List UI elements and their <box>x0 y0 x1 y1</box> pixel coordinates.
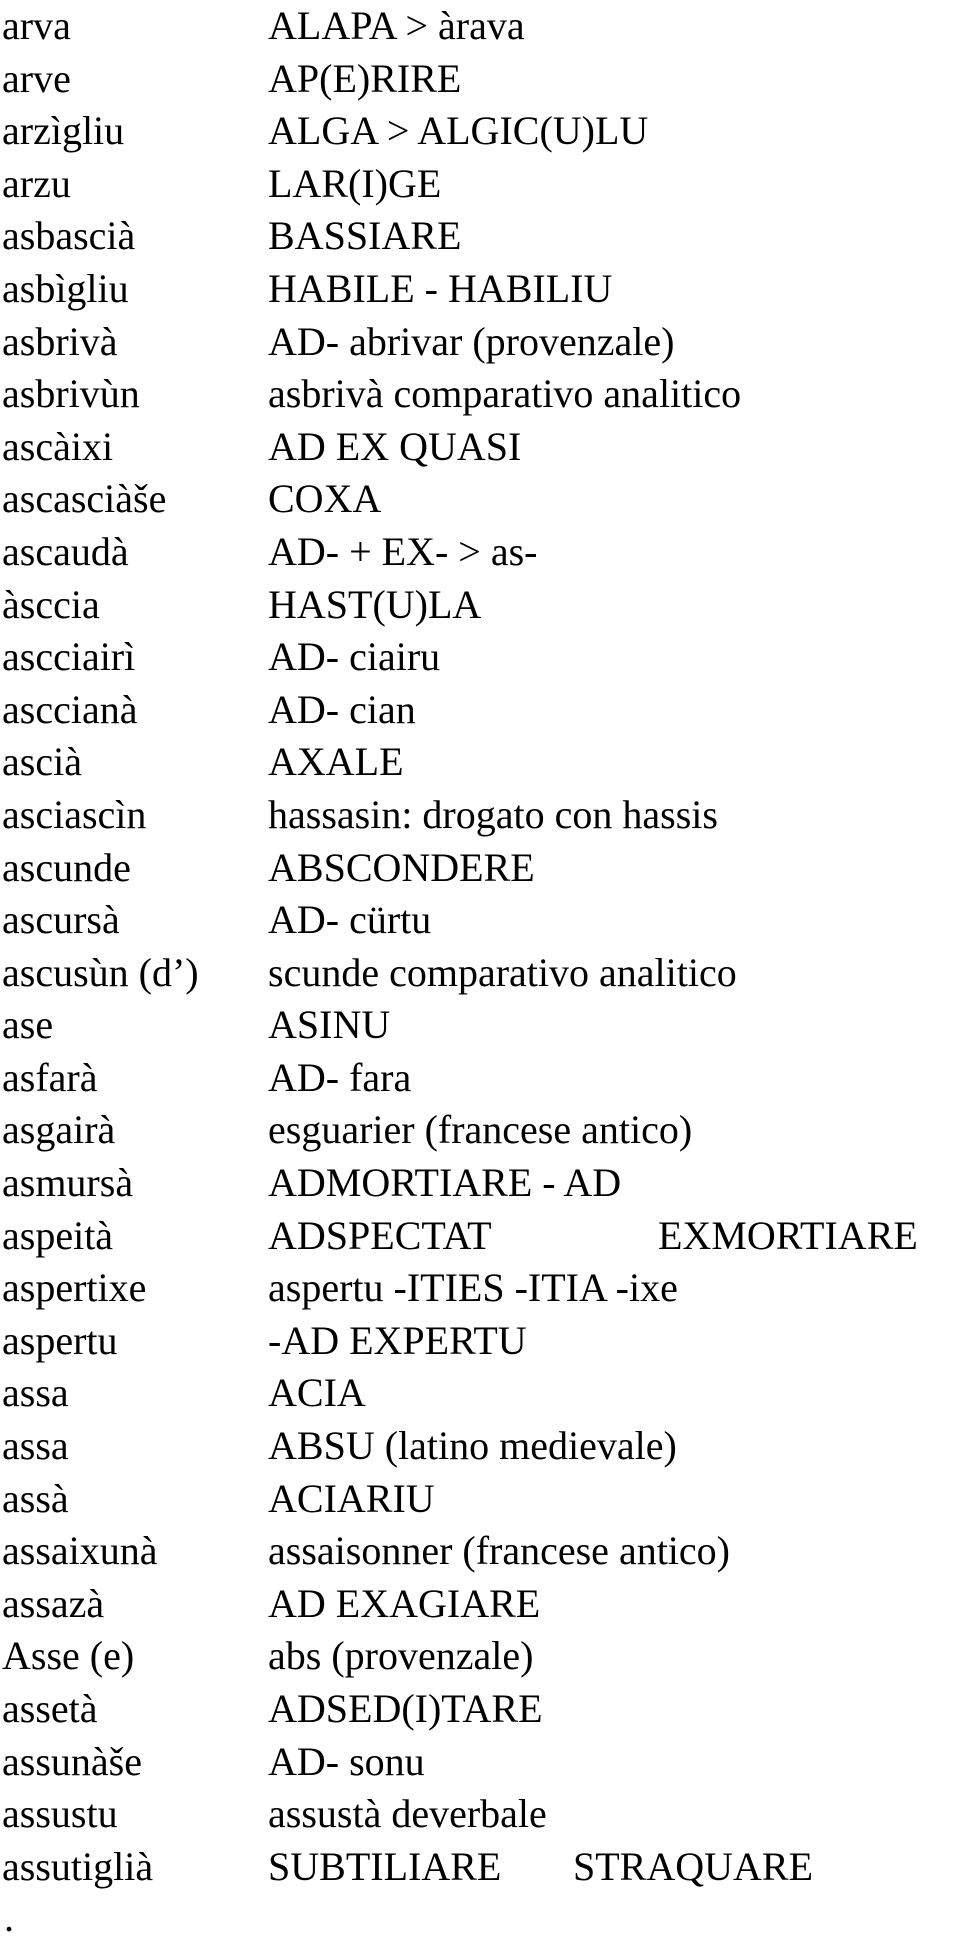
etymology: ALGA > ALGIC(U)LU <box>268 108 649 154</box>
etymology: AP(E)RIRE <box>268 55 462 101</box>
dialect-term: asbrivà <box>2 318 118 364</box>
glossary-row <box>0 473 970 526</box>
dialect-term: arve <box>2 55 71 101</box>
etymology: -AD EXPERTU <box>268 1317 527 1363</box>
etymology: esguarier (francese antico) <box>268 1107 693 1153</box>
dialect-term: ascàixi <box>2 423 114 469</box>
dialect-term: assa <box>2 1370 69 1416</box>
etymology: LAR(I)GE <box>268 160 442 206</box>
etymology: ADSPECTAT <box>268 1212 492 1258</box>
dialect-term: arva <box>2 3 71 48</box>
glossary-row <box>0 526 970 579</box>
etymology: ABSCONDERE <box>268 844 535 890</box>
etymology: hassasin: drogato con hassis <box>268 791 718 837</box>
glossary-row <box>0 1104 970 1157</box>
glossary-row <box>0 158 970 211</box>
dialect-term: àsccia <box>2 581 100 627</box>
etymology: AD- cian <box>268 686 416 732</box>
etymology: ASINU <box>268 1002 391 1048</box>
etymology: AD- fara <box>268 1054 412 1100</box>
etymology: ADSED(I)TARE <box>268 1686 543 1731</box>
etymology: asbrivà comparativo analitico <box>268 371 742 417</box>
etymology: AXALE <box>268 739 404 785</box>
dialect-term: ascaudà <box>2 528 129 574</box>
glossary-row <box>0 1420 970 1473</box>
glossary-row <box>0 1157 970 1210</box>
etymology: AD- sonu <box>268 1738 425 1784</box>
glossary-row <box>0 1367 970 1420</box>
glossary-row <box>0 210 970 263</box>
dialect-term: aspertixe <box>2 1265 147 1311</box>
etymology: AD- abrivar (provenzale) <box>268 318 675 364</box>
glossary-row <box>0 789 970 842</box>
glossary-row <box>0 368 970 421</box>
dialect-term: asccianà <box>2 686 138 732</box>
etymology: AD- + EX- > as- <box>268 528 538 574</box>
trailing-mark: . <box>4 1895 14 1940</box>
glossary-row <box>0 579 970 632</box>
glossary-row <box>0 1473 970 1526</box>
dialect-term: ascciairì <box>2 634 136 680</box>
etymology: assustà deverbale <box>268 1791 547 1837</box>
dialect-term: asmursà <box>2 1160 134 1206</box>
etymology: ABSU (latino medievale) <box>268 1423 677 1469</box>
glossary-row <box>0 842 970 895</box>
dialect-term: assaixunà <box>2 1528 158 1574</box>
etymology: AD EXAGIARE <box>268 1580 541 1626</box>
glossary-row <box>0 1630 970 1683</box>
dialect-term: assa <box>2 1423 69 1469</box>
glossary-row <box>0 105 970 158</box>
dialect-term: asciascìn <box>2 791 147 837</box>
glossary-row <box>0 1841 970 1894</box>
etymology: AD EX QUASI <box>268 423 522 469</box>
glossary-row <box>0 1736 970 1789</box>
dialect-term: asgairà <box>2 1107 116 1153</box>
etymology: SUBTILIARE <box>268 1843 502 1889</box>
etymology: AD- ciairu <box>268 634 441 680</box>
dialect-term: assutiglià <box>2 1843 154 1889</box>
dialect-term: Asse (e) <box>2 1633 135 1679</box>
dialect-term: assustu <box>2 1791 118 1837</box>
etymology: HAST(U)LA <box>268 581 482 627</box>
dialect-term: asbrivùn <box>2 371 140 417</box>
etymology: COXA <box>268 476 382 522</box>
etymology: ACIARIU <box>268 1475 435 1521</box>
dialect-term: aspertu <box>2 1317 118 1363</box>
glossary-row <box>0 999 970 1052</box>
dialect-term: arzu <box>2 160 71 206</box>
etymology: abs (provenzale) <box>268 1633 534 1679</box>
glossary-row <box>0 1525 970 1578</box>
etymology: assaisonner (francese antico) <box>268 1528 730 1574</box>
glossary-row <box>0 0 970 53</box>
etymology: HABILE - HABILIU <box>268 265 613 311</box>
glossary-row <box>0 316 970 369</box>
dialect-term: asbascià <box>2 213 136 259</box>
etymology: AD- cürtu <box>268 897 432 943</box>
glossary-row <box>0 1210 970 1263</box>
dialect-term: arzìgliu <box>2 108 125 154</box>
etymology-extra: EXMORTIARE <box>658 1212 918 1258</box>
dialect-term: asbìgliu <box>2 265 129 311</box>
etymology: ADMORTIARE - AD <box>268 1160 622 1206</box>
glossary-row <box>0 736 970 789</box>
etymology: ACIA <box>268 1370 366 1416</box>
etymology: ALAPA > àrava <box>268 3 525 48</box>
etymology: aspertu -ITIES -ITIA -ixe <box>268 1265 678 1311</box>
dialect-term: assetà <box>2 1686 98 1731</box>
etymology: scunde comparativo analitico <box>268 949 737 995</box>
dialect-term: ascursà <box>2 897 120 943</box>
glossary-row <box>0 53 970 106</box>
glossary-row <box>0 263 970 316</box>
glossary-row <box>0 684 970 737</box>
dialect-term: ase <box>2 1002 54 1048</box>
glossary-row <box>0 1683 970 1736</box>
glossary-row <box>0 631 970 684</box>
dialect-term: ascusùn (d’) <box>2 949 199 995</box>
glossary-row <box>0 1052 970 1105</box>
dialect-term: ascunde <box>2 844 131 890</box>
dialect-term: asfarà <box>2 1054 98 1100</box>
glossary-row <box>0 894 970 947</box>
glossary-row <box>0 1315 970 1368</box>
glossary-row <box>0 1262 970 1315</box>
dialect-term: assà <box>2 1475 69 1521</box>
dialect-term: aspeità <box>2 1212 114 1258</box>
dialect-term: assunàše <box>2 1738 142 1784</box>
dialect-term: ascià <box>2 739 82 785</box>
glossary-row <box>0 1788 970 1841</box>
dialect-term: ascasciàše <box>2 476 167 522</box>
glossary-row <box>0 947 970 1000</box>
etymology-extra: STRAQUARE <box>573 1843 814 1889</box>
glossary-row <box>0 1578 970 1631</box>
glossary-row <box>0 421 970 474</box>
etymology: BASSIARE <box>268 213 462 259</box>
dialect-term: assazà <box>2 1580 105 1626</box>
